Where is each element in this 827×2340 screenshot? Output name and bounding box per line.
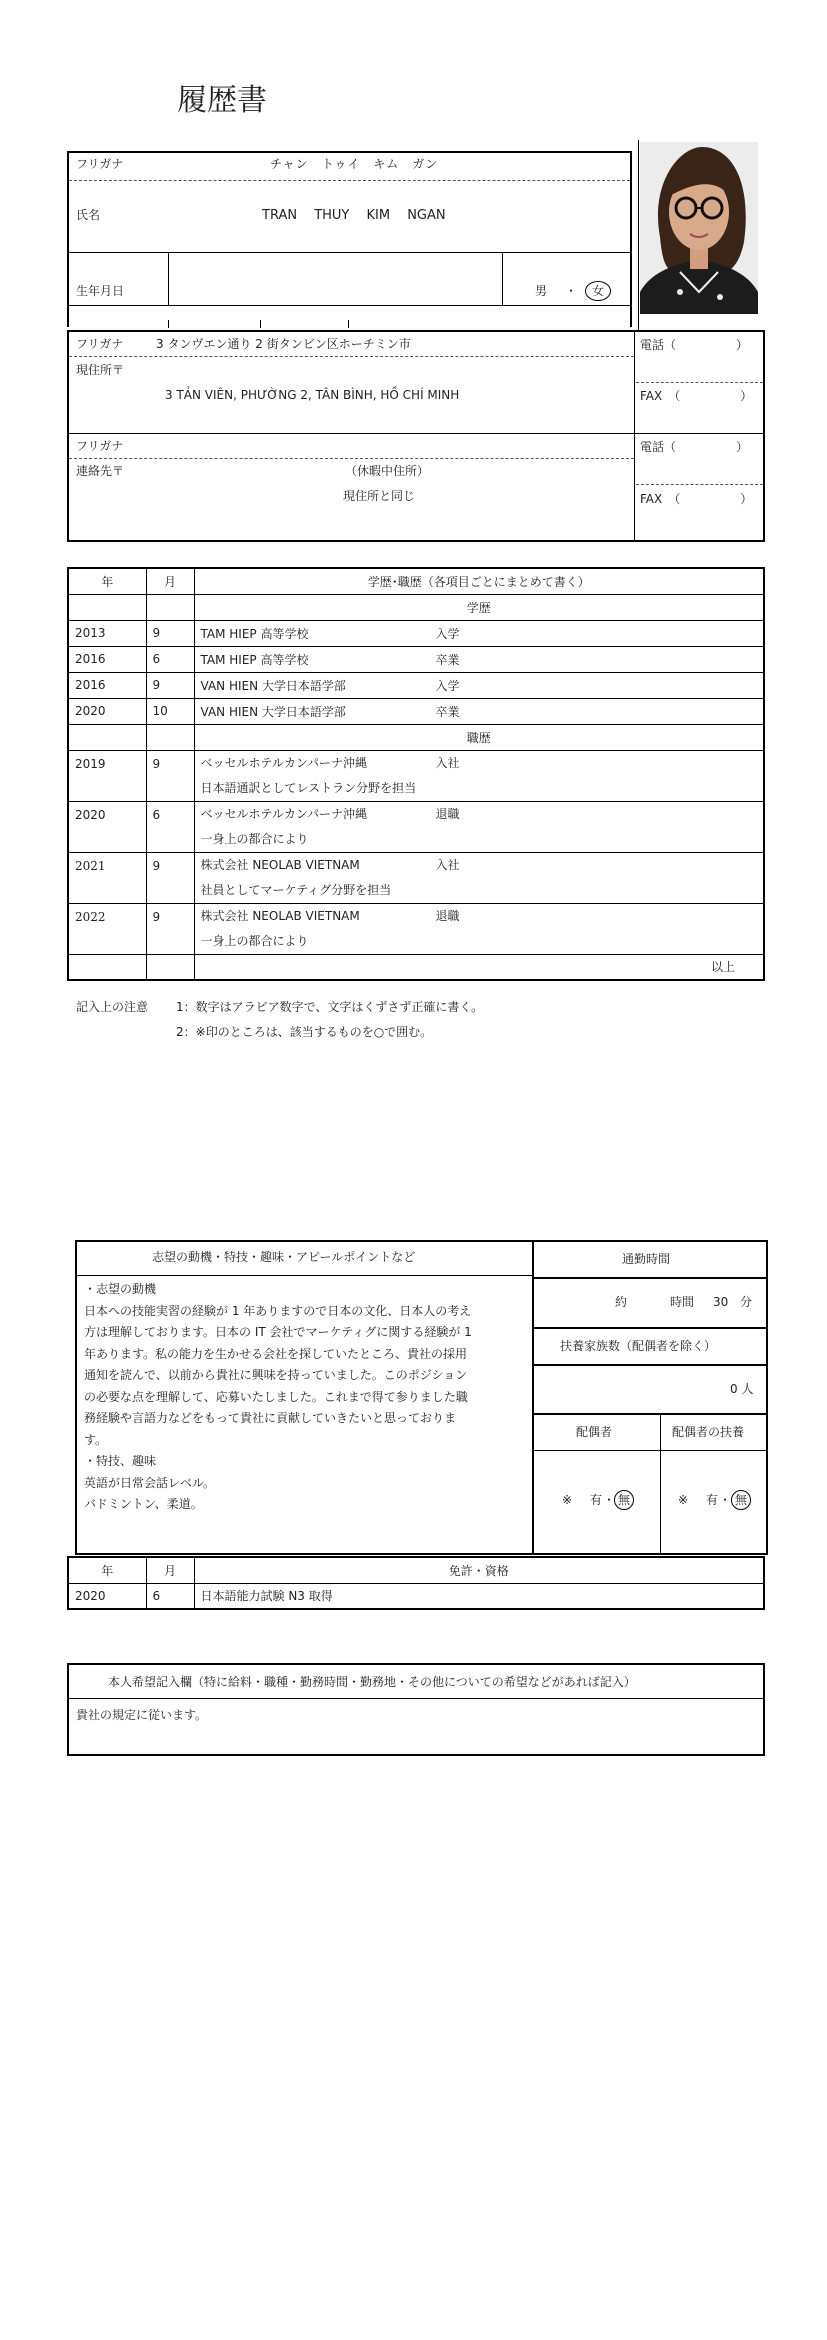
- divider: [636, 382, 763, 383]
- motivation-line: 日本への技能実習の経験が 1 年ありますので日本の文化、日本人の考え: [84, 1303, 472, 1318]
- table-row: [68, 698, 764, 724]
- desc-text: VAN HIEN 大学日本語学部: [200, 678, 346, 693]
- history-table: [67, 567, 765, 981]
- month-cell: 6: [146, 801, 194, 852]
- table-row: [68, 594, 764, 620]
- table-row: [68, 646, 764, 672]
- table-header: [68, 568, 764, 594]
- year-cell: 2022: [68, 903, 146, 954]
- month-cell: 9: [146, 903, 194, 954]
- portrait-image: [640, 142, 758, 314]
- contact-value: 現住所と同じ: [343, 489, 416, 503]
- address-furigana: 3 タンヴエン通り 2 街タンビン区ホーチミン市: [156, 337, 411, 351]
- month-cell: 9: [146, 750, 194, 801]
- motivation-line: 務経験や言語力などをもって貴社に貢献していきたいと思っておりま: [84, 1411, 457, 1425]
- desc-text: 株式会社 NEOLAB VIETNAM: [200, 857, 360, 872]
- table-row: [68, 954, 764, 980]
- motivation-line: 年あります。私の能力を生かせる会社を探していたところ、貴社の採用: [84, 1346, 468, 1361]
- table-row: [68, 672, 764, 698]
- col-license: 免許・資格: [194, 1557, 764, 1583]
- table-header: [68, 1557, 764, 1583]
- spouse-no: 無: [618, 1493, 631, 1507]
- table-row: [68, 852, 764, 903]
- detail-text: 社員としてマーケティグ分野を担当: [200, 882, 392, 897]
- end-label: 以上: [194, 954, 764, 980]
- desc-text: VAN HIEN 大学日本語学部: [200, 704, 346, 719]
- wishes-heading: 本人希望記入欄（特に給料・職種・勤務時間・勤務地・その他についての希望などがあれば記入）: [108, 1675, 636, 1689]
- contact-furigana-label: フリガナ: [76, 439, 124, 453]
- col-year: 年: [68, 568, 146, 594]
- tick-mark: [168, 320, 169, 328]
- profile-photo: [640, 142, 758, 314]
- table-row: [68, 724, 764, 750]
- divider: [532, 1413, 766, 1415]
- motivation-line: 通知を読んで、以前から貴社に興味を持っていました。このポジション: [84, 1368, 468, 1382]
- table-row: [68, 903, 764, 954]
- motivation-line: ・特技、趣味: [84, 1454, 157, 1468]
- desc-text: ベッセルホテルカンパーナ沖縄: [200, 755, 368, 770]
- divider: [69, 458, 634, 459]
- month-cell: 6: [146, 646, 194, 672]
- divider: [660, 1413, 661, 1555]
- motivation-line: 英語が日常会話レベル。: [84, 1475, 216, 1490]
- motivation-line: す。: [84, 1432, 108, 1447]
- desc-text: ベッセルホテルカンパーナ沖縄: [200, 806, 368, 821]
- divider: [532, 1327, 766, 1329]
- wishes-value: 貴社の規定に従います。: [76, 1708, 208, 1722]
- commute-minutes-label: 分: [740, 1295, 753, 1309]
- status-text: 入学: [435, 678, 460, 693]
- motivation-line: バドミントン、柔道。: [84, 1497, 203, 1511]
- col-year: 年: [68, 1557, 146, 1583]
- month-cell: 9: [146, 852, 194, 903]
- year-cell: 2020: [68, 1583, 146, 1609]
- month-cell: 10: [146, 698, 194, 724]
- status-text: 卒業: [435, 704, 460, 719]
- education-heading: 学歴: [194, 594, 764, 620]
- year-cell: 2013: [68, 620, 146, 646]
- support-dot: ・: [719, 1493, 732, 1507]
- dependents-value: 0 人: [730, 1382, 754, 1396]
- year-cell: 2020: [68, 801, 146, 852]
- address-value: 3 TẢN VIÊN, PHƯỜNG 2, TÂN BÌNH, HỒ CHÍ MINH: [165, 388, 460, 402]
- desc-cell: [194, 698, 764, 724]
- desc-cell: [194, 620, 764, 646]
- divider: [69, 1698, 763, 1699]
- spouse-mark: ※: [562, 1493, 573, 1507]
- commute-heading: 通勤時間: [622, 1252, 671, 1266]
- table-row: [68, 620, 764, 646]
- gender-male: 男: [535, 284, 548, 298]
- divider: [634, 330, 635, 542]
- divider: [532, 1277, 766, 1279]
- desc-text: TAM HIEP 高等学校: [200, 626, 309, 641]
- table-row: [68, 1583, 764, 1609]
- commute-minutes: 30: [713, 1295, 729, 1309]
- gender-female: 女: [592, 284, 605, 298]
- status-text: 入社: [435, 857, 460, 872]
- divider: [77, 1275, 532, 1276]
- detail-text: 一身上の都合により: [200, 831, 309, 846]
- year-cell: 2019: [68, 750, 146, 801]
- divider: [168, 252, 169, 306]
- detail-text: 日本語通訳としてレストラン分野を担当: [200, 780, 417, 795]
- address-fax: FAX （ ）: [640, 389, 753, 403]
- address-label: 現住所〒: [76, 363, 125, 377]
- desc-cell: [194, 903, 764, 954]
- divider: [69, 180, 630, 181]
- divider: [532, 1240, 534, 1555]
- contact-fax: FAX （ ）: [640, 492, 753, 506]
- divider: [636, 484, 763, 485]
- status-text: 卒業: [435, 652, 460, 667]
- page-title: 履歴書: [177, 83, 267, 118]
- year-cell: 2016: [68, 646, 146, 672]
- commute-hours-label: 時間: [670, 1295, 695, 1309]
- desc-cell: 日本語能力試験 N3 取得: [194, 1583, 764, 1609]
- tick-mark: [260, 320, 261, 328]
- address-furigana-label: フリガナ: [76, 337, 124, 351]
- table-row: [68, 801, 764, 852]
- col-month: 月: [146, 568, 194, 594]
- status-text: 入社: [435, 755, 460, 770]
- note-1: 1：数字はアラビア数字で、文字はくずさず正確に書く。: [176, 1000, 484, 1014]
- contact-label: 連絡先〒: [76, 464, 125, 478]
- desc-text: TAM HIEP 高等学校: [200, 652, 309, 667]
- tick-mark: [348, 320, 349, 328]
- desc-cell: [194, 801, 764, 852]
- divider: [69, 252, 630, 253]
- table-row: [68, 750, 764, 801]
- address-box: [67, 330, 765, 542]
- personal-info-box: [67, 151, 632, 327]
- desc-cell: [194, 852, 764, 903]
- divider: [69, 305, 630, 306]
- detail-text: 一身上の都合により: [200, 933, 309, 948]
- divider: [532, 1450, 766, 1451]
- month-cell: 9: [146, 672, 194, 698]
- gender-dot: ・: [565, 284, 578, 298]
- motivation-line: ・志望の動機: [84, 1282, 157, 1296]
- address-tel: 電話（ ）: [640, 338, 749, 352]
- year-cell: 2021: [68, 852, 146, 903]
- motivation-text: [84, 1279, 530, 1516]
- desc-text: 株式会社 NEOLAB VIETNAM: [200, 908, 360, 923]
- motivation-line: の必要な点を理解して、応募いたしました。これまで得て参りました職: [84, 1389, 468, 1404]
- divider: [69, 356, 634, 357]
- support-yes: 有: [706, 1493, 719, 1507]
- dependents-heading: 扶養家族数（配偶者を除く）: [560, 1339, 717, 1353]
- contact-tel: 電話（ ）: [640, 440, 749, 454]
- col-month: 月: [146, 1557, 194, 1583]
- month-cell: 9: [146, 620, 194, 646]
- license-table: [67, 1556, 765, 1610]
- support-mark: ※: [678, 1493, 689, 1507]
- desc-cell: [194, 750, 764, 801]
- birth-label: 生年月日: [76, 284, 125, 298]
- notes-label: 記入上の注意: [76, 1000, 149, 1014]
- commute-approx: 約: [615, 1295, 628, 1309]
- status-text: 退職: [435, 806, 460, 821]
- furigana-label: フリガナ: [76, 157, 124, 171]
- status-text: 入学: [435, 626, 460, 641]
- col-description: 学歴･職歴（各項目ごとにまとめて書く）: [194, 568, 764, 594]
- divider: [638, 140, 639, 330]
- contact-note: （休暇中住所）: [345, 464, 430, 478]
- name-label: 氏名: [76, 208, 101, 222]
- year-cell: 2016: [68, 672, 146, 698]
- spouse-heading: 配偶者: [576, 1425, 613, 1439]
- spouse-dot: ・: [603, 1493, 616, 1507]
- spouse-support-heading: 配偶者の扶養: [672, 1425, 745, 1439]
- motivation-heading: 志望の動機・特技・趣味・アピールポイントなど: [152, 1250, 416, 1264]
- month-cell: 6: [146, 1583, 194, 1609]
- status-text: 退職: [435, 908, 460, 923]
- divider: [69, 433, 763, 434]
- divider: [532, 1364, 766, 1366]
- support-no: 無: [735, 1493, 748, 1507]
- note-2: 2：※印のところは、該当するものを○で囲む。: [176, 1025, 433, 1039]
- desc-cell: [194, 672, 764, 698]
- name-value: TRAN THUY KIM NGAN: [262, 208, 446, 223]
- work-heading: 職歴: [194, 724, 764, 750]
- year-cell: 2020: [68, 698, 146, 724]
- motivation-line: 方は理解しております。日本の IT 会社でマーケティグに関する経験が 1: [84, 1325, 472, 1339]
- desc-cell: [194, 646, 764, 672]
- spouse-yes: 有: [590, 1493, 603, 1507]
- divider: [502, 252, 503, 306]
- name-furigana: チャン トゥイ キム ガン: [270, 157, 439, 171]
